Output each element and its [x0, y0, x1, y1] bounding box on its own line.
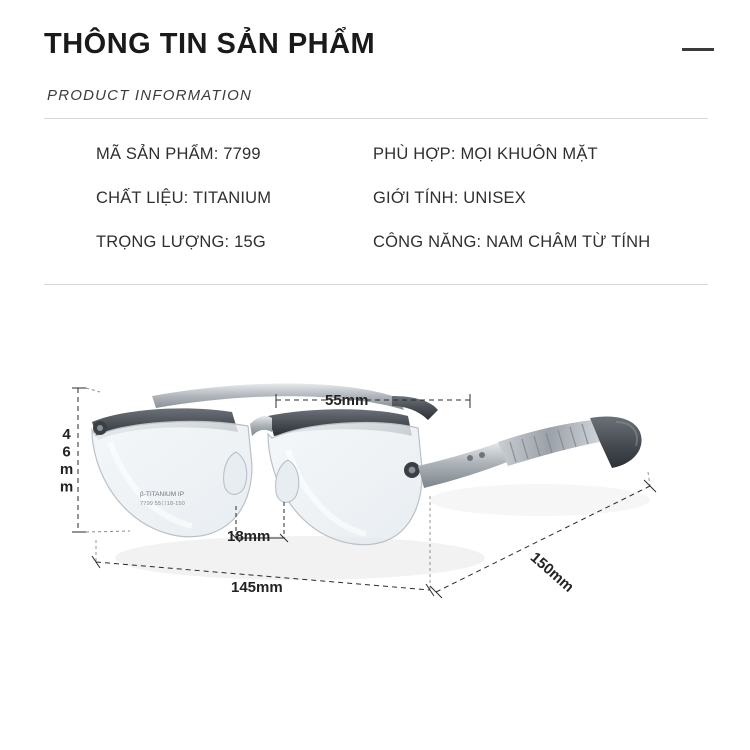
header [0, 0, 750, 118]
spec-product-code: MÃ SẢN PHẨM: 7799 [96, 144, 261, 163]
engraving-line2: 7799 55口18-150 [140, 501, 185, 507]
spec-table [96, 132, 716, 264]
dimension-bridge-label: 18mm [227, 528, 271, 545]
divider-top [44, 118, 708, 119]
minus-icon [682, 48, 714, 51]
dimension-temple-length-label: 150mm [526, 549, 578, 596]
product-image [0, 300, 750, 750]
spec-gender: GIỚI TÍNH: UNISEX [373, 188, 526, 207]
engraving-line1: β-TITANIUM IP [140, 491, 185, 498]
dimension-lens-width-label: 55mm [325, 392, 369, 409]
dimension-height-label: 46mm [58, 426, 75, 496]
spec-function: CÔNG NĂNG: NAM CHÂM TỪ TÍNH [373, 232, 651, 251]
spec-material: CHẤT LIỆU: TITANIUM [96, 188, 272, 207]
dimension-frame-width-label: 145mm [231, 579, 283, 596]
spec-weight: TRỌNG LƯỢNG: 15G [96, 232, 266, 251]
divider-bottom [44, 284, 708, 285]
page-title: THÔNG TIN SẢN PHẨM [44, 28, 376, 60]
eyeglasses-illustration [0, 300, 750, 750]
page-subtitle: PRODUCT INFORMATION [47, 87, 253, 104]
spec-suitability: PHÙ HỢP: MỌI KHUÔN MẶT [373, 144, 598, 163]
